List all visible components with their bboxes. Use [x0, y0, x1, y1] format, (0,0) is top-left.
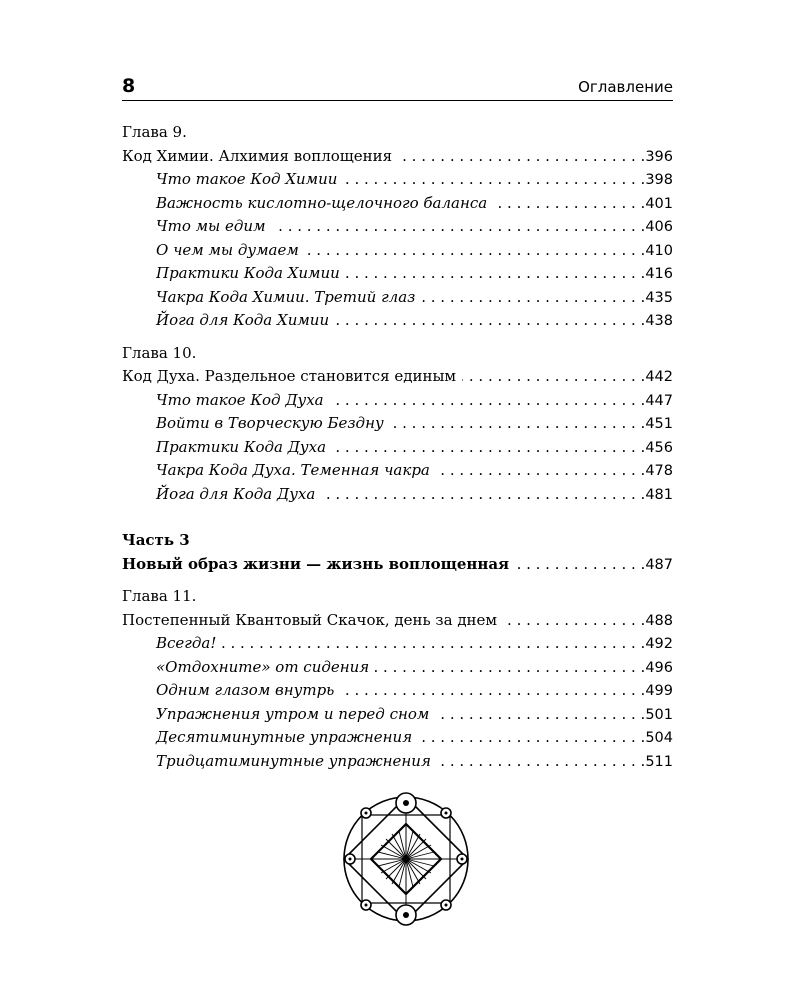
page-ref: 511 — [645, 753, 673, 770]
chapter-title: Постепенный Квантовый Скачок, день за днем — [122, 610, 498, 629]
part-title: Новый образ жизни — жизнь воплощенная — [122, 554, 510, 573]
part-title-row[interactable] — [122, 553, 673, 577]
dot-leader — [462, 365, 645, 389]
toc-entry[interactable] — [122, 656, 673, 680]
page-ref: 492 — [645, 636, 673, 652]
toc-entry[interactable] — [122, 389, 673, 413]
entry-title: Войти в Творческую Бездну — [156, 414, 384, 432]
entry-title: «Отдохните» от сидения — [156, 657, 370, 676]
chapter-label: Глава 10. — [122, 343, 197, 362]
entry-title: Десятиминутные упражнения — [156, 728, 413, 746]
toc-entry[interactable] — [122, 483, 673, 507]
chapter-title: Код Духа. Раздельное становится единым — [122, 367, 457, 385]
dot-leader — [222, 632, 645, 656]
page-ref: 406 — [645, 219, 673, 235]
entry-title: Упражнения утром и перед сном — [156, 704, 430, 723]
dot-leader — [503, 609, 645, 633]
entry-title: Что мы едим — [156, 217, 266, 235]
entry-title: Йога для Кода Химии — [156, 311, 330, 329]
entry-title: Всегда! — [156, 634, 217, 652]
dot-leader — [321, 483, 645, 507]
dot-leader — [332, 436, 645, 460]
dot-leader — [390, 412, 646, 436]
page-ref: 488 — [645, 612, 673, 629]
chapter-11 — [122, 585, 673, 773]
chapter-title: Код Химии. Алхимия воплощения — [122, 146, 393, 165]
entry-title: Чакра Кода Духа. Теменная чакра — [156, 461, 430, 479]
toc-entry[interactable] — [122, 192, 673, 216]
toc-entry[interactable] — [122, 262, 673, 286]
dot-leader — [346, 262, 646, 286]
toc-entry[interactable] — [122, 703, 673, 727]
dot-leader — [421, 286, 645, 310]
page-ref: 401 — [645, 195, 673, 212]
chapter-9 — [122, 121, 673, 333]
page-ref: 410 — [645, 242, 673, 259]
dot-leader — [436, 459, 645, 483]
chapter-10 — [122, 342, 673, 507]
dot-leader — [340, 679, 645, 703]
running-title: Оглавление — [578, 78, 673, 96]
toc-entry[interactable] — [122, 412, 673, 436]
dot-leader — [435, 703, 645, 727]
entry-title: Одним глазом внутрь — [156, 681, 335, 699]
page-number: 8 — [122, 75, 136, 97]
page-ref: 478 — [645, 463, 673, 479]
dot-leader — [305, 239, 646, 263]
running-header — [122, 74, 673, 101]
dot-leader — [398, 145, 645, 169]
mandala-ornament-icon — [333, 786, 479, 932]
part-label: Часть 3 — [122, 531, 190, 549]
dot-leader — [330, 389, 646, 413]
toc-entry[interactable] — [122, 632, 673, 656]
toc-entry[interactable] — [122, 215, 673, 239]
entry-title: Йога для Кода Духа — [156, 484, 316, 503]
entry-title: Практики Кода Химии — [156, 264, 340, 282]
entry-title: Что такое Код Духа — [156, 390, 324, 409]
dot-leader — [418, 726, 645, 750]
dot-leader — [515, 553, 645, 577]
toc-entry[interactable] — [122, 309, 673, 333]
chapter-title-row[interactable] — [122, 145, 673, 169]
page-ref: 501 — [645, 706, 673, 723]
page-ref: 481 — [645, 486, 673, 503]
chapter-title-row[interactable] — [122, 365, 673, 389]
page-ref: 442 — [645, 369, 673, 385]
page-ref: 496 — [645, 659, 673, 676]
page-ref: 438 — [645, 313, 673, 329]
toc-entry[interactable] — [122, 750, 673, 774]
toc-entry[interactable] — [122, 436, 673, 460]
toc-entry[interactable] — [122, 286, 673, 310]
chapter-label: Глава 9. — [122, 123, 187, 141]
entry-title: Что такое Код Химии — [156, 170, 338, 188]
sunburst-rays — [377, 830, 435, 888]
page-ref: 456 — [645, 439, 673, 456]
chapter-title-row[interactable] — [122, 609, 673, 633]
table-of-contents — [122, 121, 673, 782]
page-ref: 499 — [645, 683, 673, 699]
toc-entry[interactable] — [122, 239, 673, 263]
dot-leader — [375, 656, 645, 680]
dot-leader — [335, 309, 645, 333]
dot-leader — [493, 192, 645, 216]
page-ref: 451 — [645, 416, 673, 432]
toc-entry[interactable] — [122, 168, 673, 192]
page-ref: 435 — [645, 289, 673, 306]
page-ref: 416 — [645, 266, 673, 282]
toc-entry[interactable] — [122, 679, 673, 703]
page-ref: 398 — [645, 172, 673, 188]
entry-title: Тридцатиминутные упражнения — [156, 751, 431, 770]
entry-title: Чакра Кода Химии. Третий глаз — [156, 287, 416, 306]
part-3 — [122, 529, 673, 576]
dot-leader — [343, 168, 645, 192]
toc-entry[interactable] — [122, 459, 673, 483]
entry-title: О чем мы думаем — [156, 240, 299, 259]
page-ref: 396 — [645, 148, 673, 165]
dot-leader — [437, 750, 645, 774]
page-ref: 504 — [645, 730, 673, 746]
chapter-label: Глава 11. — [122, 587, 197, 605]
toc-entry[interactable] — [122, 726, 673, 750]
entry-title: Практики Кода Духа — [156, 437, 327, 456]
entry-title: Важность кислотно-щелочного баланса — [156, 193, 488, 212]
dot-leader — [272, 215, 646, 239]
page-ref: 487 — [645, 556, 673, 573]
page-ref: 447 — [645, 392, 673, 409]
